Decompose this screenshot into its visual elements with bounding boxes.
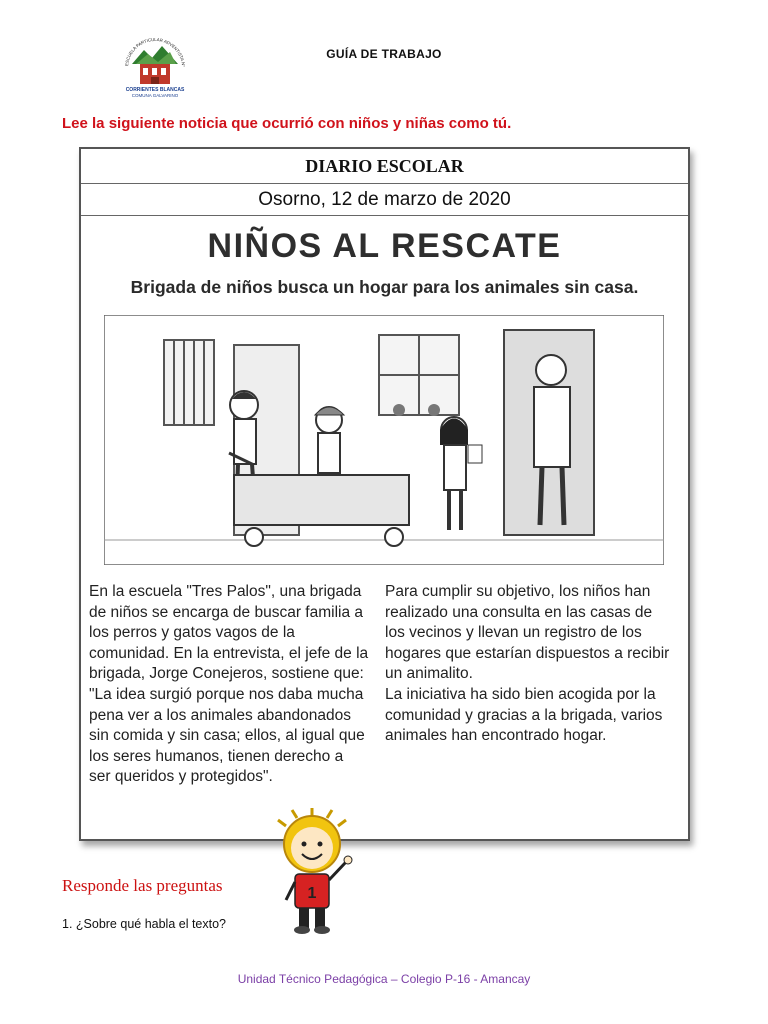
- instruction-text: Lee la siguiente noticia que ocurrió con niños y niñas como tú.: [62, 115, 512, 132]
- shirt-number: 1: [307, 885, 317, 902]
- newspaper-name: DIARIO ESCOLAR: [81, 149, 688, 184]
- article-paragraph: La iniciativa ha sido bien acogida por la comunidad y gracias a la brigada, varios animales han encontrado hogar.: [385, 685, 663, 745]
- newspaper-clipping: [79, 147, 690, 841]
- school-logo: [118, 34, 192, 104]
- logo-line2: COMUNA GALVARINO: [131, 93, 179, 98]
- cartoon-child-illustration: [262, 808, 362, 936]
- svg-text:ESCUELA PARTICULAR ADVENTISTA: ESCUELA PARTICULAR ADVENTISTA N°: [124, 36, 186, 68]
- article-column-left: En la escuela "Tres Palos", una brigada de niños se encarga de buscar familia a los perros y gatos vagos de la comunidad. En la entrevista, el jefe de la brigada, Jorge Conejeros, sostiene que: "La idea surgió porque nos daba mucha pena ver a los animales abandonados sin comida y sin casa; ellos, al igual que los seres humanos, tienen derecho a ser queridos y protegidos".: [89, 583, 369, 786]
- section-title: Responde las preguntas: [62, 876, 223, 895]
- headline: NIÑOS AL RESCATE: [207, 227, 562, 265]
- article-column-right: [385, 582, 675, 747]
- document-title: GUÍA DE TRABAJO: [326, 47, 442, 61]
- logo-line1: CORRIENTES BLANCAS: [125, 87, 185, 93]
- page-footer: Unidad Técnico Pedagógica – Colegio P-16 - Amancay: [237, 972, 531, 986]
- subheadline: Brigada de niños busca un hogar para los animales sin casa.: [130, 277, 639, 297]
- article-paragraph: Para cumplir su objetivo, los niños han realizado una consulta en las casas de los vecinos y llevan un registro de los hogares que estarían dispuestos a recibir un animalito.: [385, 583, 670, 683]
- newspaper-date: Osorno, 12 de marzo de 2020: [81, 184, 688, 216]
- news-illustration: [104, 315, 664, 565]
- question-1: 1. ¿Sobre qué habla el texto?: [62, 917, 227, 931]
